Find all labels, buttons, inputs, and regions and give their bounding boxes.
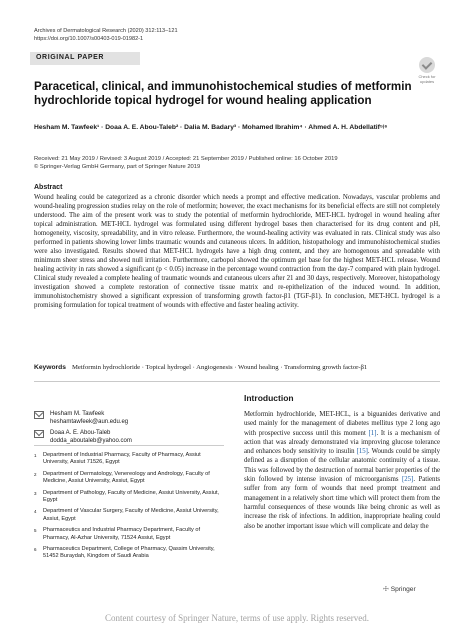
- publisher-logo: ☩ Springer: [383, 586, 416, 593]
- contact-email[interactable]: heshamtawfeek@aun.edu.eg: [50, 419, 129, 425]
- check-updates-icon: [419, 57, 435, 73]
- affiliation-item: 5 Pharmaceutics and Industrial Pharmacy Department, Faculty of Pharmacy, Al-Azhar University, 71524 Assiut, Egypt: [34, 527, 201, 541]
- publication-dates: [34, 155, 454, 171]
- keywords: [34, 364, 440, 371]
- journal-line: Archives of Dermatological Research (2020) 312:113–121: [34, 28, 178, 34]
- introduction-heading: Introduction: [244, 393, 294, 403]
- introduction-text: Metformin hydrochloride, MET-HCL, is a biguanides derivative and used mainly for the management of diabetes mellitus type 2 long ago with prospective success until this moment [1]. It is a mechanism of action that was already demonstrated via improving glucose tolerance and enhances body sensitivity to insulin [15]. Wounds could be simply defined as a disruption of the cellular anatomic continuity of a tissue. This was followed by the destruction of normal barrier properties of the skin followed by intense invasion of microorganisms [25]. Patients suffer from any form of wounds that need prompt treatment and management in a relatively short time which will protect them from the harmful consequences of these wounds like being chronic as well as increase the risk of infections. In addition, inappropriate healing could also be another important issue which will complicate and delay the: [244, 411, 440, 530]
- courtesy-footer: Content courtesy of Springer Nature, terms of use apply. Rights reserved.: [104, 613, 370, 623]
- affiliation-item: 4 Department of Vascular Surgery, Faculty of Medicine, Assiut University, Assiut, Egypt: [34, 508, 219, 522]
- contact-item: [34, 429, 224, 445]
- article-type-label: ORIGINAL PAPER: [36, 54, 105, 61]
- copyright-line: © Springer-Verlag GmbH Germany, part of Springer Nature 2019: [34, 164, 201, 170]
- contact-email[interactable]: dodda_aboutaleb@yahoo.com: [50, 438, 132, 444]
- abstract-text: Wound healing could be categorized as a chronic disorder which needs a prompt and effective medication. Nowadays, vascular problems and wound-healing progression studies relay on the role of metformin; however, the exact mechanisms for its beneficial effects are still not completely understood. The aim of the present work was to study the potential of metformin hydrochloride, MET-HCL hydrogel in wound healing after topical administration. MET-HCL hydrogel was formulated using different hydrogel bases then characterised for its drug content and pH, homogeneity, viscosity, spreadability, and in vitro release. Furthermore, the wound-healing activity was evaluated in rats. Clinical study was also performed in patients showing lower limbs traumatic wounds and cutaneous ulcers. In addition, histopathology and immunohistochemical studies were also investigated. Results showed that MET-HCL hydrogels have a high drug content, and they are homogenous and spreadable with minimum sheer stress and showed null irritation. Furthermore, carbopol showed the optimum gel base for the highest MET-HCL release. Wound healing activity in rats showed a significant (p < 0.05) increase in the percentage wound contraction from the day-7 compared with plain hydrogel. Clinical study revealed a complete healing of traumatic wounds and cutaneous ulcers after 21 and 30 days, respectively. Moreover, histopathology investigation showed a complete restoration of connective tissue matrix and re-epithelization of the induced wound. In addition, immunohistochemistry showed a significant expression of transforming growth factor-β1 (TGF-β1). In conclusion, MET-HCL hydrogel is a promising formulation for topical treatment of wounds with effective and faster healing activity.: [34, 194, 440, 309]
- history-dates: Received: 21 May 2019 / Revised: 3 August 2019 / Accepted: 21 September 2019 / Published online: 16 October 2019: [34, 156, 338, 162]
- corresponding-authors: [34, 410, 224, 448]
- affiliation-divider: [34, 445, 224, 446]
- author-list: Hesham M. Tawfeek¹ · Doaa A. E. Abou-Taleb² · Dalia M. Badary³ · Mohamed Ibrahim⁴ · Ahmed A. H. Abdellatif⁵ʲ⁶: [34, 124, 388, 131]
- article-type-badge: [30, 52, 140, 65]
- envelope-icon: [34, 430, 44, 438]
- keywords-label: Keywords: [34, 364, 66, 371]
- affiliation-item: 3 Department of Pathology, Faculty of Medicine, Assiut University, Assiut, Egypt: [34, 489, 220, 504]
- citation-link[interactable]: [15]: [356, 448, 368, 456]
- contact-name: Doaa A. E. Abou-Taleb: [50, 430, 111, 436]
- journal-citation: [34, 27, 178, 43]
- abstract-heading: Abstract: [34, 184, 63, 191]
- contact-name: Hesham M. Tawfeek: [50, 411, 105, 417]
- article-title: Paracetical, clinical, and immunohistochemical studies of metformin hydrochloride topical hydrogel for wound healing application: [34, 80, 412, 107]
- affiliation-item: 1 Department of Industrial Pharmacy, Faculty of Pharmacy, Assiut University, Assiut 71526, Egypt: [34, 452, 201, 466]
- section-divider: [34, 381, 440, 382]
- citation-link[interactable]: [1]: [368, 429, 377, 437]
- envelope-icon: [34, 411, 44, 419]
- citation-link[interactable]: [25]: [402, 476, 414, 484]
- doi-link[interactable]: https://doi.org/10.1007/s00403-019-01982-1: [34, 36, 144, 42]
- affiliation-item: 6 Pharmaceutics Department, College of Pharmacy, Qassim University, 51452 Buraydah, Kingdom of Saudi Arabia: [34, 546, 215, 560]
- keywords-text: Metformin hydrochloride · Topical hydrogel · Angiogenesis · Wound healing · Transforming growth factor-β1: [71, 364, 368, 371]
- check-updates-label: Check for updates: [418, 74, 436, 84]
- affiliation-item: 2 Department of Dermatology, Venereology and Andrology, Faculty of Medicine, Assiut University, Assiut, Egypt: [34, 470, 210, 485]
- affiliations: [34, 452, 226, 565]
- contact-item: [34, 410, 224, 426]
